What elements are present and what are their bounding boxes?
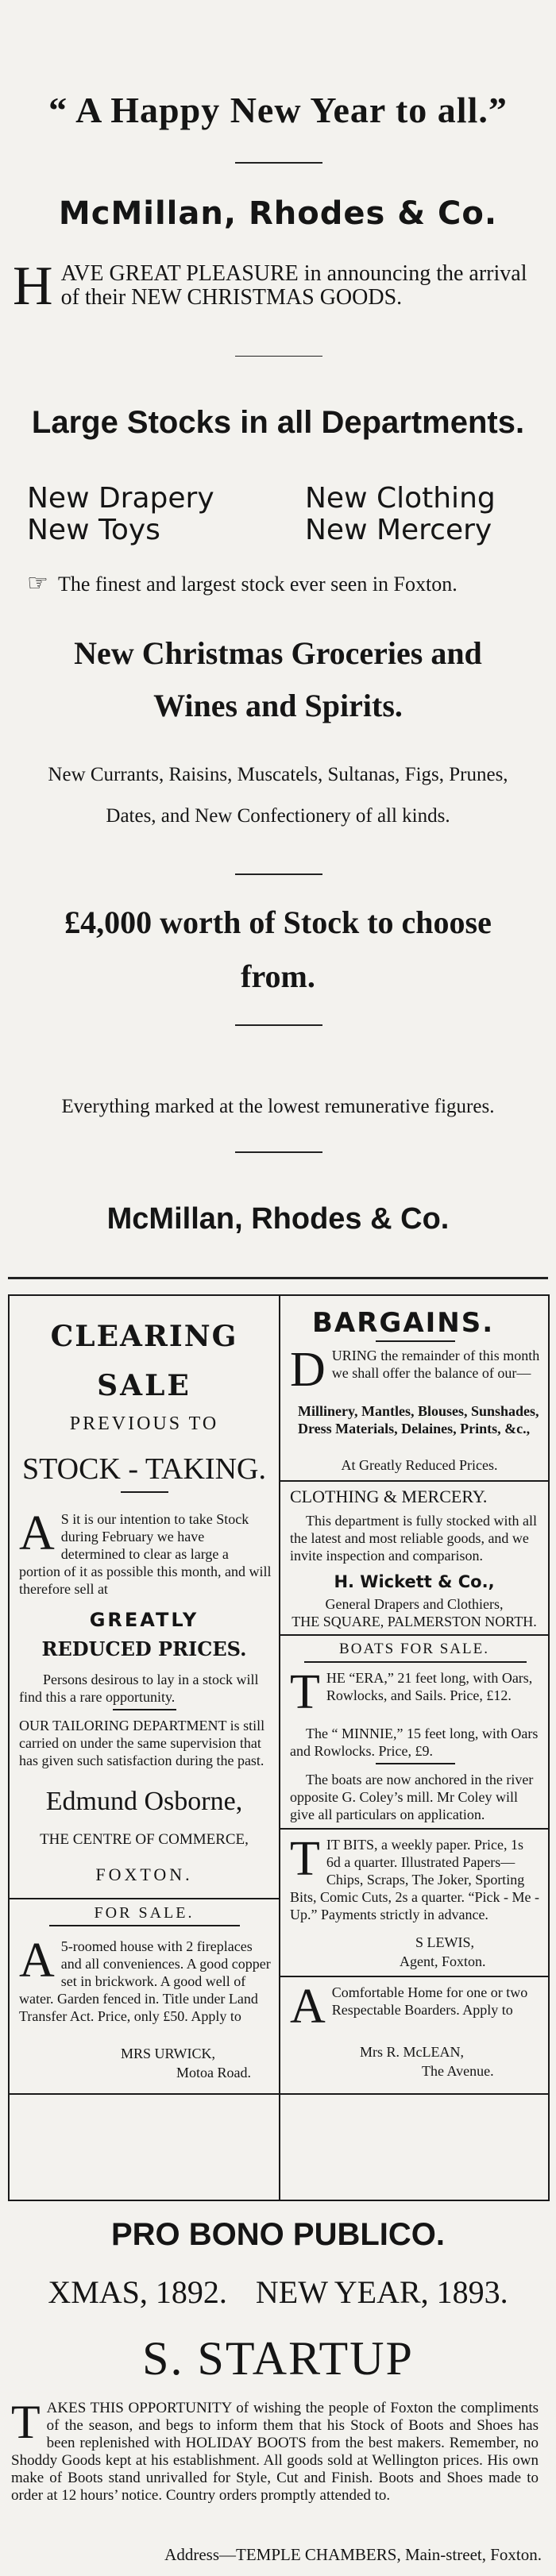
urwick-name: MRS URWICK, <box>121 2046 216 2061</box>
large-stocks-heading: Large Stocks in all Departments. <box>31 405 525 440</box>
february-notice-text: S it is our intention to take Stock during February we have determined to clear as large a portion of it as possible this month, and will therefore sell at <box>19 1511 272 1597</box>
pointing-hand-icon: ☞ <box>27 569 48 597</box>
era-notice <box>290 1665 541 1719</box>
divider <box>10 1898 279 1899</box>
house-notice-text: 5-roomed house with 2 fireplaces and all conveniences. A good copper set in brickwork. A good well of water. Garden fenced in. Title under Land Transfer Act. Price, only £50. Apply to <box>19 1938 271 2024</box>
startup-notice-text: AKES THIS OPPORTUNITY of wishing the people of Foxton the compliments of the season, and begs to inform them that his Stock of Boots and Shoes has been replenished with HOLIDAY BOOTS from the best makers. Remember, no Shoddy Goods kept at his establishment. All goods sold at Wellington prices. His own make of Boots stand unrivalled for Style, Cut and Finish. Boots and Shoes made to order at 12 hours’ notice. Country orders promptly attended to. <box>11 2400 539 2504</box>
startup-notice <box>11 2396 539 2505</box>
millinery-list: Millinery, Mantles, Blouses, Sunshades, Dress Materials, Delaines, Prints, &c., <box>298 1403 539 1436</box>
sale-heading: SALE <box>97 1369 191 1402</box>
foxton-label: FOXTON. <box>95 1865 193 1884</box>
titbits-notice <box>290 1832 541 1923</box>
reduced-prices-label: REDUCED PRICES. <box>41 1637 247 1660</box>
groceries-list <box>0 754 556 837</box>
previous-to: PREVIOUS TO <box>69 1413 219 1434</box>
dept-clothing: New Clothing <box>305 482 496 515</box>
clearing-heading: CLEARING <box>50 1320 238 1353</box>
square-line: THE SQUARE, PALMERSTON NORTH. <box>292 1614 537 1629</box>
pro-bono-heading: PRO BONO PUBLICO. <box>110 2217 446 2252</box>
drop-cap: D <box>290 1343 326 1397</box>
greatly-label: GREATLY <box>89 1609 199 1631</box>
drop-cap: H <box>13 256 53 317</box>
february-notice <box>19 1506 272 1598</box>
divider <box>113 1709 176 1710</box>
divider <box>235 162 322 164</box>
stock-line-2: from. <box>241 958 315 994</box>
mclean-avenue: The Avenue. <box>422 2063 494 2079</box>
dept-drapery: New Drapery <box>27 482 214 515</box>
currants-line-2: Dates, and New Confectionery of all kinds. <box>106 805 450 827</box>
xmas-1892: XMAS, 1892. <box>48 2274 227 2310</box>
divider <box>235 1151 322 1153</box>
divider <box>235 1024 322 1026</box>
advertisements-box <box>8 1294 550 2201</box>
new-year-1893: NEW YEAR, 1893. <box>255 2274 508 2310</box>
during-notice <box>290 1343 541 1397</box>
stock-heading <box>0 896 556 1004</box>
column-divider <box>279 1296 280 2200</box>
minnie-notice: The “ MINNIE,” 15 feet long, with Oars and Rowlocks. Price, £9. <box>290 1726 539 1759</box>
startup-address: Address—TEMPLE CHAMBERS, Main-street, Foxton. <box>164 2545 542 2564</box>
firm-heading: McMillan, Rhodes & Co. <box>58 195 498 232</box>
motoa-road: Motoa Road. <box>176 2065 251 2080</box>
finest-text: The finest and largest stock ever seen in Foxton. <box>57 573 458 596</box>
divider <box>8 1277 548 1279</box>
divider <box>280 1828 548 1830</box>
announcement-text: AVE GREAT PLEASURE in announcing the arrival of their NEW CHRISTMAS GOODS. <box>60 261 527 310</box>
divider <box>280 1976 548 1977</box>
reduced-prices-note: At Greatly Reduced Prices. <box>341 1457 498 1473</box>
house-notice <box>19 1934 272 2025</box>
divider <box>121 1491 168 1493</box>
lowest-figures-line: Everything marked at the lowest remunerative figures. <box>61 1096 495 1117</box>
anchored-notice: The boats are now anchored in the river opposite G. Coley’s mill. Mr Coley will give all particulars on application. <box>290 1772 534 1822</box>
era-text: HE “ERA,” 21 feet long, with Oars, Rowlocks, and Sails. Price, £12. <box>326 1670 533 1703</box>
firm-signature: McMillan, Rhodes & Co. <box>106 1202 450 1236</box>
drop-cap: T <box>290 1832 320 1886</box>
divider <box>304 1661 527 1663</box>
boarders-text: Comfortable Home for one or two Respectable Boarders. Apply to <box>331 1984 528 2018</box>
divider <box>376 1763 455 1764</box>
groceries-heading <box>0 627 556 732</box>
mclean-name: Mrs R. McLEAN, <box>360 2044 464 2060</box>
persons-notice: Persons desirous to lay in a stock will find this a rare opportunity. <box>19 1672 259 1705</box>
bargains-heading: BARGAINS. <box>312 1307 495 1339</box>
dept-mercery: New Mercery <box>305 514 492 546</box>
boarders-notice <box>290 1980 541 2034</box>
titbits-text: IT BITS, a weekly paper. Price, 1s 6d a quarter. Illustrated Papers—Chips, Scraps, The Joker, Sporting Bits, Comic Cuts, 2s a quarter. “Pick - Me - Up.” Payments strictly in advance. <box>290 1837 539 1922</box>
drop-cap: T <box>290 1665 320 1719</box>
divider <box>280 1634 548 1636</box>
pro-bono-section <box>10 2093 548 2200</box>
season-dates <box>0 2273 556 2311</box>
drapers-line: General Drapers and Clothiers, <box>325 1596 504 1612</box>
dept-toys: New Toys <box>27 514 160 546</box>
tailoring-notice: OUR TAILORING DEPARTMENT is still carried on under the same supervision that has given such satisfaction during the past. <box>19 1718 265 1768</box>
lewis-name: S LEWIS, <box>415 1934 474 1950</box>
clothing-heading: CLOTHING & MERCERY. <box>290 1487 488 1506</box>
boats-heading: BOATS FOR SALE. <box>339 1641 489 1657</box>
centre-of-commerce: THE CENTRE OF COMMERCE, <box>40 1831 249 1848</box>
finest-line <box>27 569 535 597</box>
drop-cap: A <box>19 1934 55 1988</box>
drop-cap: A <box>290 1980 326 2034</box>
new-year-greeting: “ A Happy New Year to all.” <box>48 90 508 130</box>
groceries-line-2: Wines and Spirits. <box>153 688 403 723</box>
stock-line-1: £4,000 worth of Stock to choose <box>64 904 492 940</box>
divider <box>235 356 322 357</box>
announcement <box>13 256 537 317</box>
groceries-line-1: New Christmas Groceries and <box>74 635 482 671</box>
osborne-name: Edmund Osborne, <box>45 1787 243 1816</box>
for-sale-heading: FOR SALE. <box>94 1904 195 1922</box>
divider <box>235 873 322 875</box>
during-notice-text: URING the remainder of this month we shall offer the balance of our— <box>331 1348 540 1381</box>
divider <box>280 1480 548 1482</box>
lewis-agent: Agent, Foxton. <box>400 1953 486 1969</box>
clothing-dept-text: This department is fully stocked with all the latest and most reliable goods, and we invite inspection and comparison. <box>290 1513 537 1564</box>
wickett-name: H. Wickett & Co., <box>334 1572 495 1591</box>
currants-line-1: New Currants, Raisins, Muscatels, Sultanas, Figs, Prunes, <box>48 764 508 785</box>
stocktaking-heading: STOCK - TAKING. <box>22 1452 266 1486</box>
drop-cap: T <box>11 2396 41 2448</box>
drop-cap: A <box>19 1506 55 1560</box>
divider <box>49 1925 240 1926</box>
startup-name: S. STARTUP <box>142 2332 414 2385</box>
divider <box>376 1340 455 1342</box>
